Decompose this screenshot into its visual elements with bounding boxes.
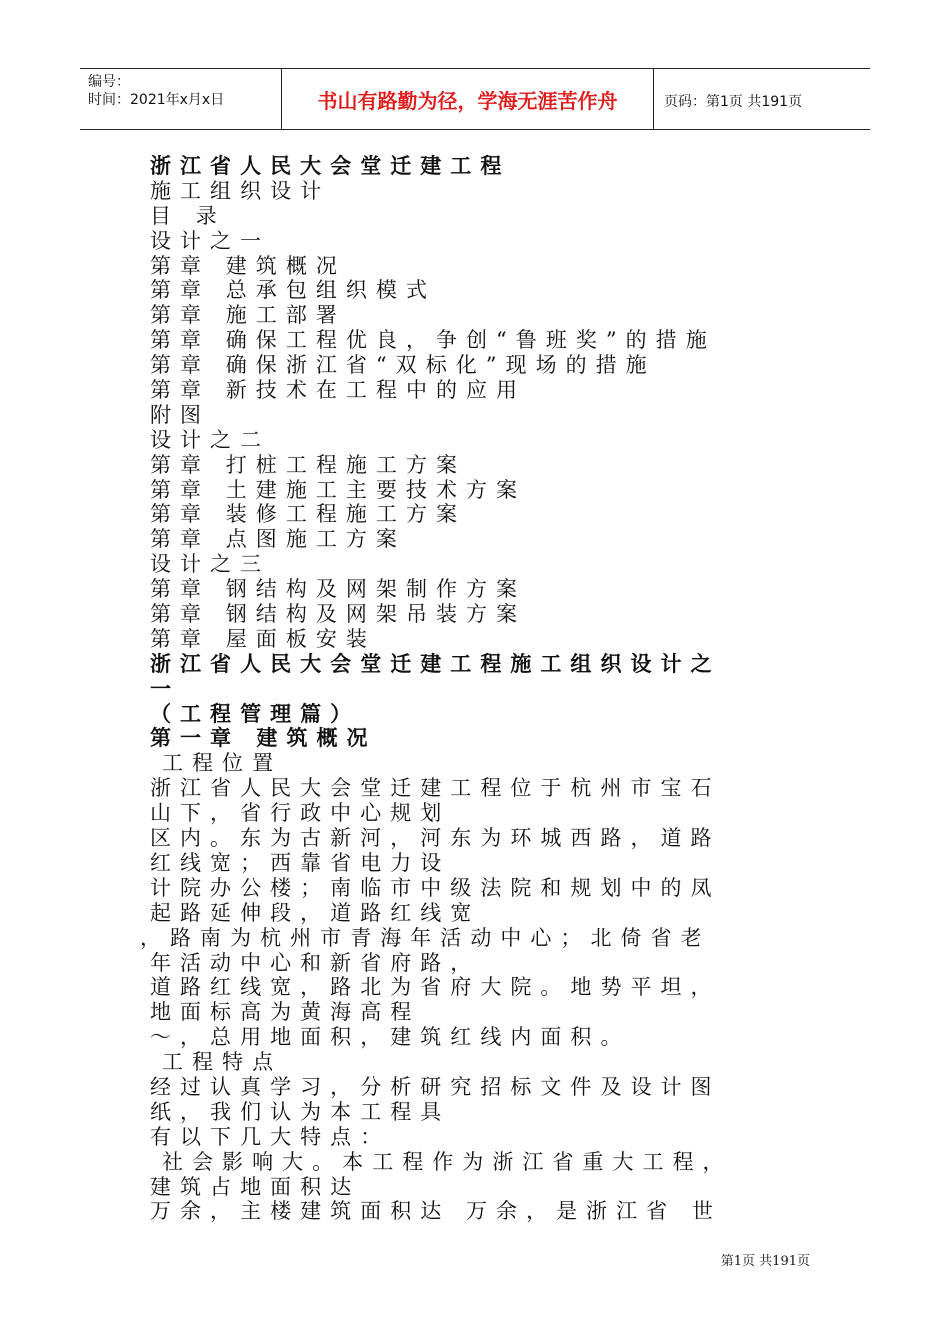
text-line: 第章 钢结构及网架制作方案 — [150, 577, 527, 602]
text-line: 道路红线宽，路北为省府大院。地势平坦， — [150, 975, 721, 1000]
document-body — [140, 154, 790, 1224]
text-line: 区内。东为古新河，河东为环城西路，道路 — [150, 826, 721, 851]
header-page-info: 页码：第1页 共191页 — [664, 94, 803, 110]
text-line: 第章 总承包组织模式 — [150, 278, 436, 303]
text-line: 设计之一 — [150, 228, 271, 253]
text-line: 附图 — [150, 402, 211, 427]
text-line: 第章 建筑概况 — [150, 253, 346, 278]
text-line: 浙江省人民大会堂迁建工程 — [150, 154, 511, 178]
text-line: 第章 装修工程施工方案 — [150, 502, 467, 527]
text-line: 地面标高为黄海高程 — [150, 1000, 421, 1025]
text-line: 第章 土建施工主要技术方案 — [150, 477, 527, 502]
text-line: 社会影响大。本工程作为浙江省重大工程， — [162, 1149, 733, 1174]
text-line: 设计之三 — [150, 552, 271, 577]
text-line: 第章 打桩工程施工方案 — [150, 452, 467, 477]
text-line: 浙江省人民大会堂迁建工程位于杭州市宝石 — [150, 776, 721, 801]
text-line: 第章 确保浙江省“双标化”现场的措施 — [150, 353, 656, 378]
text-line: 计院办公楼；南临市中级法院和规划中的凤 — [150, 875, 721, 900]
text-line: ～，总用地面积，建筑红线内面积。 — [150, 1025, 631, 1050]
text-line: 起路延伸段，道路红线宽 — [150, 900, 481, 925]
text-line: 第章 钢结构及网架吊装方案 — [150, 602, 527, 627]
text-line: 第章 新技术在工程中的应用 — [150, 378, 527, 403]
text-line: 第章 屋面板安装 — [150, 626, 376, 651]
text-line: 设计之二 — [150, 427, 271, 452]
text-line: 经过认真学习，分析研究招标文件及设计图 — [150, 1074, 721, 1099]
text-line: 第一章 建筑概况 — [150, 726, 377, 751]
text-line: 第章 确保工程优良，争创“鲁班奖”的措施 — [150, 328, 716, 353]
text-line: 目 录 — [150, 203, 226, 228]
text-line: 建筑占地面积达 — [150, 1174, 361, 1199]
header-divider-right — [653, 69, 654, 129]
page-footer: 第1页 共191页 — [720, 1254, 810, 1269]
text-line: 有以下几大特点： — [150, 1124, 391, 1149]
text-line: 一 — [150, 676, 181, 701]
text-line: 山下，省行政中心规划 — [150, 801, 451, 826]
text-line: 纸，我们认为本工程具 — [150, 1099, 451, 1124]
document-time-label: 时间：2021年x月x日 — [88, 92, 225, 108]
text-line: 年活动中心和新省府路， — [150, 950, 481, 975]
text-line: 第章 点图施工方案 — [150, 527, 406, 552]
header-motto: 书山有路勤为径，学海无涯苦作舟 — [317, 88, 618, 113]
text-line: 工程特点 — [162, 1050, 283, 1075]
page-header — [80, 68, 870, 130]
text-line: ，路南为杭州市青海年活动中心；北倚省老 — [140, 925, 711, 950]
header-meta — [88, 73, 224, 109]
document-id-label: 编号： — [88, 74, 130, 90]
text-line: （工程管理篇） — [150, 701, 361, 726]
text-line: 万余，主楼建筑面积达 万余，是浙江省 世 — [150, 1199, 722, 1224]
text-line: 红线宽；西靠省电力设 — [150, 850, 451, 875]
text-line: 工程位置 — [162, 751, 283, 776]
text-line: 施工组织设计 — [150, 178, 331, 203]
text-line: 浙江省人民大会堂迁建工程施工组织设计之 — [150, 651, 721, 676]
text-line: 第章 施工部署 — [150, 303, 346, 328]
